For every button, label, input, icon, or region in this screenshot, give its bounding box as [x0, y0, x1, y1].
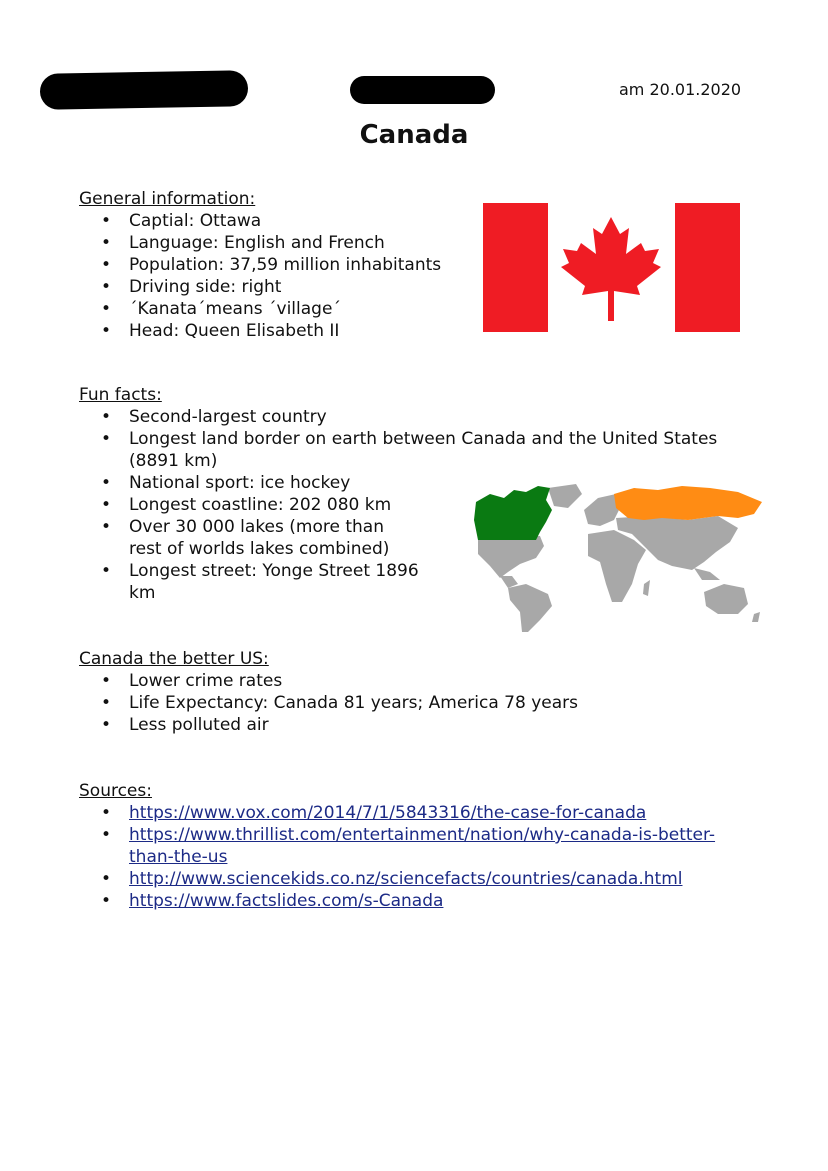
source-link[interactable]: https://www.thrillist.com/entertainment/nation/why-canada-is-better-than-the-us	[129, 825, 716, 867]
canada-better-us-heading: Canada the better US:	[79, 649, 269, 669]
list-item: • ´Kanata´means ´village´	[79, 298, 441, 320]
source-link[interactable]: https://www.vox.com/2014/7/1/5843316/the-case-for-canada	[129, 803, 647, 823]
list-item: • National sport: ice hockey	[79, 472, 719, 494]
list-item: • Over 30 000 lakes (more than rest of worlds lakes combined)	[79, 516, 419, 560]
list-item: • Less polluted air	[79, 714, 578, 736]
list-item: • Population: 37,59 million inhabitants	[79, 254, 441, 276]
list-item: • Captial: Ottawa	[79, 210, 441, 232]
date-label: am 20.01.2020	[619, 80, 742, 99]
source-item	[79, 802, 759, 824]
sources-section	[79, 780, 759, 912]
list-item: • Head: Queen Elisabeth II	[79, 320, 441, 342]
list-item: • Longest land border on earth between Canada and the United States (8891 km)	[79, 428, 719, 472]
list-item: • Longest coastline: 202 080 km	[79, 494, 419, 516]
canada-flag-image	[483, 203, 740, 332]
list-item: • Lower crime rates	[79, 670, 578, 692]
general-information-heading: General information:	[79, 189, 256, 209]
general-information-section	[79, 188, 441, 342]
source-link[interactable]: https://www.factslides.com/s-Canada	[129, 891, 444, 911]
list-item: • Longest street: Yonge Street 1896 km	[79, 560, 419, 604]
redacted-name	[40, 70, 249, 110]
list-item: • Life Expectancy: Canada 81 years; America 78 years	[79, 692, 578, 714]
canada-better-us-section	[79, 648, 578, 736]
list-item: • Language: English and French	[79, 232, 441, 254]
canada-highlight	[474, 486, 552, 540]
source-item	[79, 890, 759, 912]
source-link[interactable]: http://www.sciencekids.co.nz/sciencefacts/countries/canada.html	[129, 869, 683, 889]
page-title: Canada	[359, 120, 469, 150]
world-map-image	[448, 480, 766, 635]
list-item: • Driving side: right	[79, 276, 441, 298]
fun-facts-heading: Fun facts:	[79, 385, 162, 405]
list-item: • Second-largest country	[79, 406, 719, 428]
russia-highlight	[614, 486, 762, 520]
redacted-class	[350, 76, 495, 104]
sources-heading: Sources:	[79, 781, 152, 801]
source-item	[79, 824, 759, 868]
source-item	[79, 868, 759, 890]
